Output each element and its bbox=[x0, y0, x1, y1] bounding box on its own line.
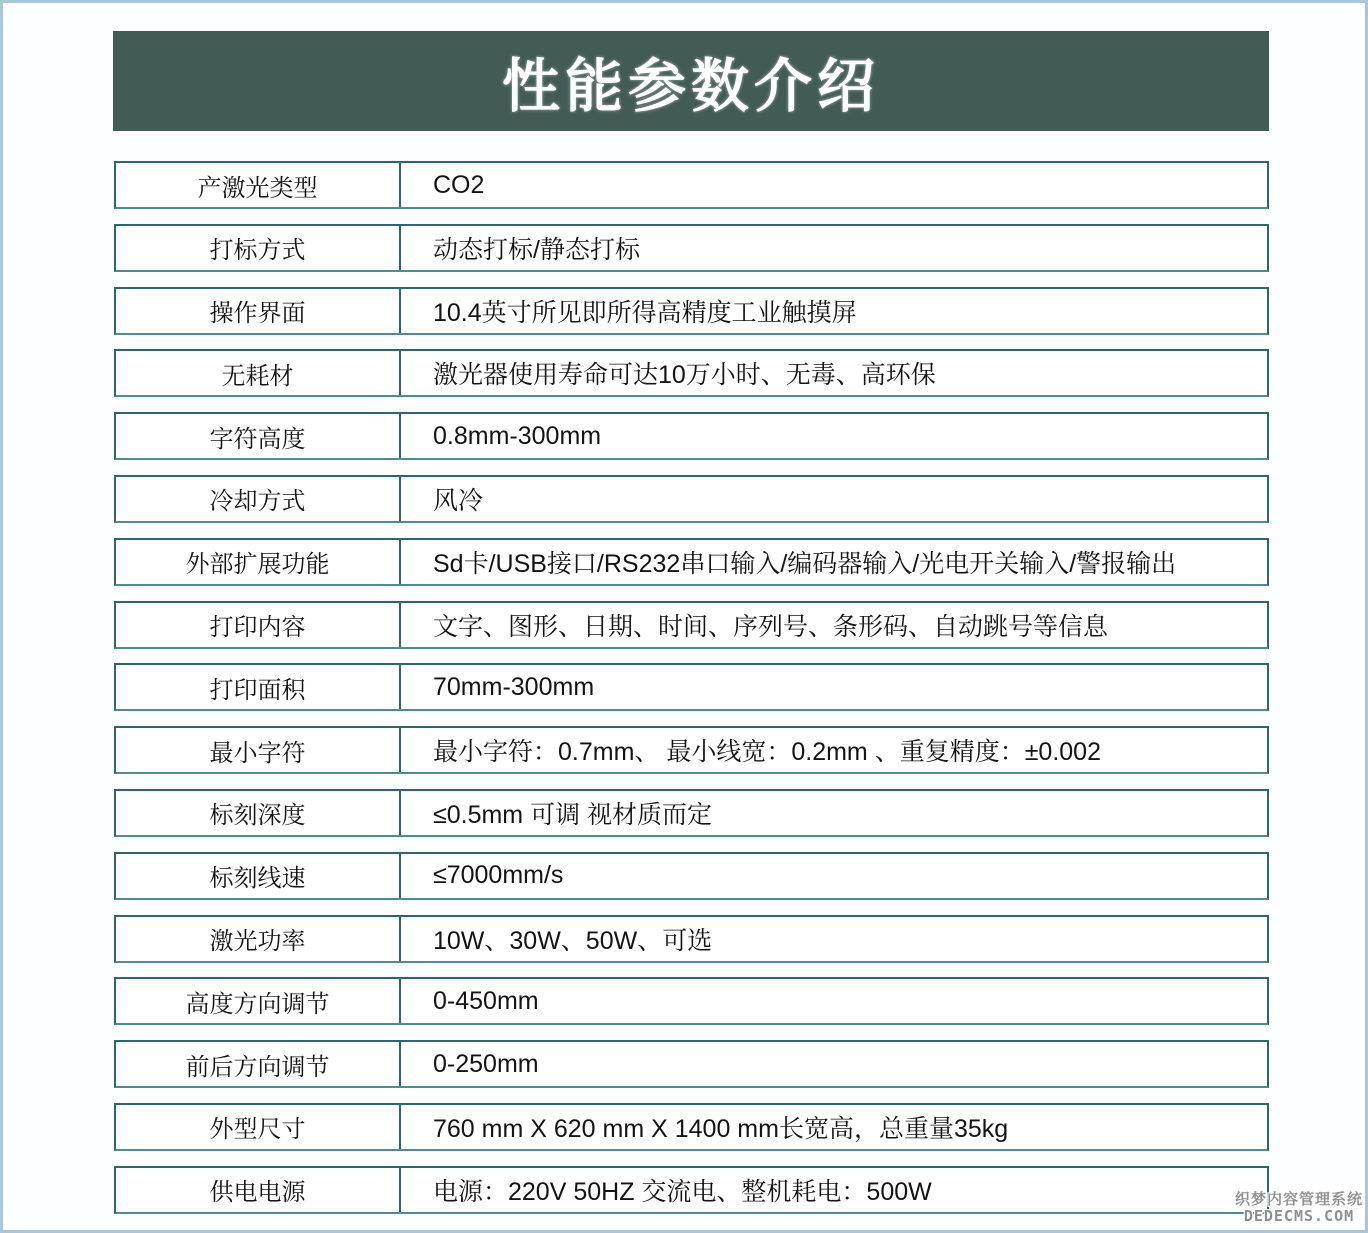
row-label: 无耗材 bbox=[116, 351, 401, 395]
table-row bbox=[114, 1166, 1269, 1214]
row-label: 高度方向调节 bbox=[116, 979, 401, 1023]
row-value: CO2 bbox=[433, 170, 485, 199]
row-label: 打印面积 bbox=[116, 665, 401, 709]
spec-table bbox=[114, 161, 1269, 1214]
row-value: 电源：220V 50HZ 交流电、整机耗电：500W bbox=[433, 1177, 932, 1206]
row-label: 打印内容 bbox=[116, 603, 401, 647]
table-row bbox=[114, 287, 1269, 335]
row-value: Sd卡/USB接口/RS232串口输入/编码器输入/光电开关输入/警报输出 bbox=[433, 549, 1177, 578]
row-value: 激光器使用寿命可达10万小时、无毒、高环保 bbox=[433, 361, 936, 390]
row-value: 风冷 bbox=[433, 486, 484, 515]
row-label: 操作界面 bbox=[116, 289, 401, 333]
row-label: 前后方向调节 bbox=[116, 1042, 401, 1086]
row-value: 10W、30W、50W、可选 bbox=[433, 926, 713, 955]
row-label: 标刻深度 bbox=[116, 791, 401, 835]
row-label: 最小字符 bbox=[116, 728, 401, 772]
watermark bbox=[1235, 1191, 1363, 1225]
table-row bbox=[114, 538, 1269, 586]
table-row bbox=[114, 224, 1269, 272]
table-row bbox=[114, 726, 1269, 774]
row-label: 标刻线速 bbox=[116, 854, 401, 898]
row-value: ≤7000mm/s bbox=[433, 861, 564, 890]
watermark-line2: DEDECMS.COM bbox=[1243, 1207, 1355, 1225]
row-value: 文字、图形、日期、时间、序列号、条形码、自动跳号等信息 bbox=[433, 612, 1109, 641]
row-label: 供电电源 bbox=[116, 1168, 401, 1212]
table-row bbox=[114, 852, 1269, 900]
row-value: 0.8mm-300mm bbox=[433, 421, 602, 450]
row-value: ≤0.5mm 可调 视材质而定 bbox=[433, 800, 713, 829]
row-label: 打标方式 bbox=[116, 226, 401, 270]
table-row bbox=[114, 1103, 1269, 1151]
row-label: 字符高度 bbox=[116, 414, 401, 458]
row-value: 760 mm X 620 mm X 1400 mm长宽高，总重量35kg bbox=[433, 1114, 1009, 1143]
table-row bbox=[114, 789, 1269, 837]
row-label: 冷却方式 bbox=[116, 477, 401, 521]
row-label: 激光功率 bbox=[116, 917, 401, 961]
table-row bbox=[114, 1040, 1269, 1088]
row-value: 70mm-300mm bbox=[433, 672, 595, 701]
row-value: 0-450mm bbox=[433, 986, 539, 1015]
table-row bbox=[114, 977, 1269, 1025]
table-row bbox=[114, 663, 1269, 711]
table-row bbox=[114, 475, 1269, 523]
table-row bbox=[114, 412, 1269, 460]
watermark-line1: 织梦内容管理系统 bbox=[1234, 1190, 1363, 1208]
page-title: 性能参数介绍 bbox=[501, 54, 880, 119]
row-value: 10.4英寸所见即所得高精度工业触摸屏 bbox=[433, 298, 857, 327]
row-value: 动态打标/静态打标 bbox=[433, 235, 640, 264]
row-value: 最小字符：0.7mm、 最小线宽：0.2mm 、重复精度：±0.002 bbox=[433, 738, 1101, 767]
table-row bbox=[114, 915, 1269, 963]
row-value: 0-250mm bbox=[433, 1049, 539, 1078]
table-row bbox=[114, 349, 1269, 397]
table-row bbox=[114, 601, 1269, 649]
row-label: 产激光类型 bbox=[116, 163, 401, 207]
row-label: 外部扩展功能 bbox=[116, 540, 401, 584]
page-title-banner bbox=[113, 31, 1269, 131]
row-label: 外型尺寸 bbox=[116, 1105, 401, 1149]
table-row bbox=[114, 161, 1269, 209]
